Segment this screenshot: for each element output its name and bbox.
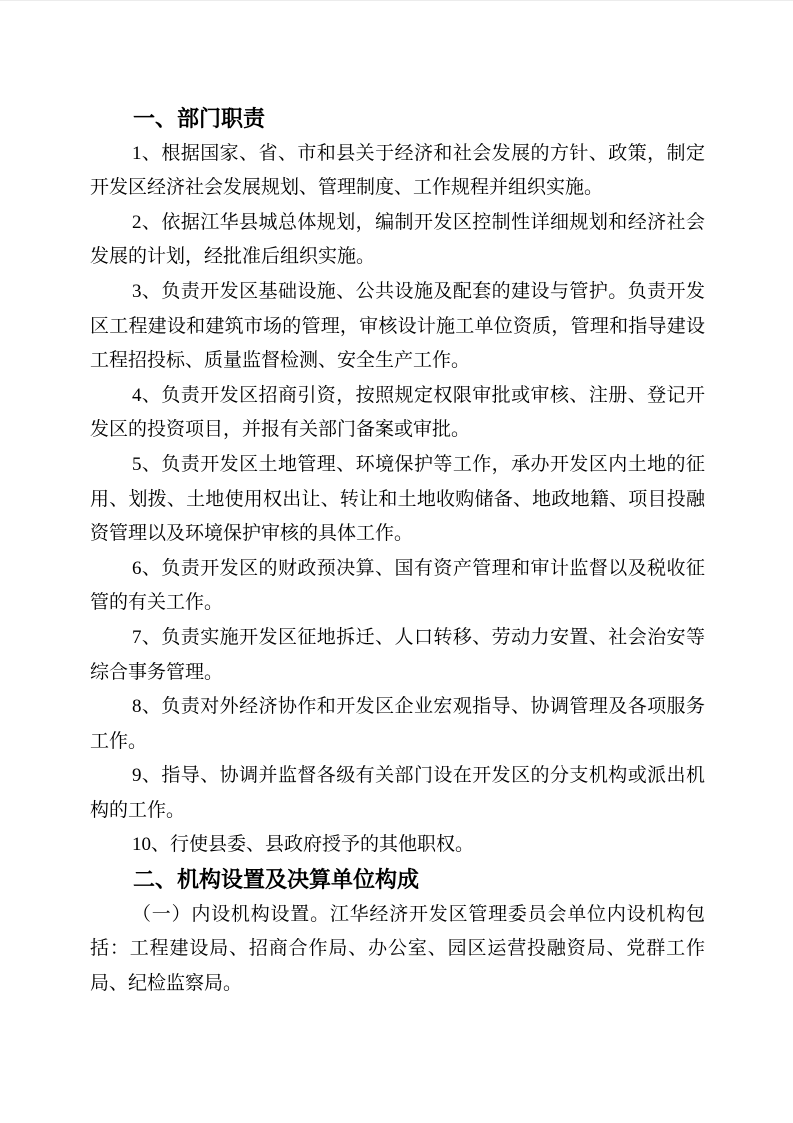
paragraph-duty-6: 6、负责开发区的财政预决算、国有资产管理和审计监督以及税收征管的有关工作。: [90, 557, 705, 614]
paragraph-duty-8: 8、负责对外经济协作和开发区企业宏观指导、协调管理及各项服务工作。: [90, 696, 705, 752]
paragraph-duty-5: 5、负责开发区土地管理、环境保护等工作，承办开发区内土地的征用、划拨、土地使用权出让、转让和土地收购储备、地政地籍、项目投融资管理以及环境保护审核的具体工作。: [90, 453, 705, 545]
paragraph-duty-9: 9、指导、协调并监督各级有关部门设在开发区的分支机构或派出机构的工作。: [90, 765, 705, 821]
document-body: [90, 102, 705, 1001]
paragraph-duty-1: 1、根据国家、省、市和县关于经济和社会发展的方针、政策，制定开发区经济社会发展规划、管理制度、工作规程并组织实施。: [90, 142, 705, 199]
paragraph-duty-2: 2、依据江华县城总体规划，编制开发区控制性详细规划和经济社会发展的计划，经批准后组织实施。: [90, 211, 705, 268]
paragraph-duty-3: 3、负责开发区基础设施、公共设施及配套的建设与管护。负责开发区工程建设和建筑市场的管理，审核设计施工单位资质，管理和指导建设工程招投标、质量监督检测、安全生产工作。: [90, 280, 705, 372]
paragraph-org-setup: （一）内设机构设置。江华经济开发区管理委员会单位内设机构包括：工程建设局、招商合作局、办公室、园区运营投融资局、党群工作局、纪检监察局。: [90, 903, 705, 994]
section-heading-2: 二、机构设置及决算单位构成: [133, 867, 420, 893]
section-heading-1: 一、部门职责: [133, 106, 266, 131]
paragraph-duty-10: 10、行使县委、县政府授予的其他职权。: [132, 834, 475, 856]
paragraph-duty-4: 4、负责开发区招商引资，按照规定权限审批或审核、注册、登记开发区的投资项目，并报有关部门备案或审批。: [90, 384, 705, 441]
paragraph-duty-7: 7、负责实施开发区征地拆迁、人口转移、劳动力安置、社会治安等综合事务管理。: [90, 626, 705, 683]
